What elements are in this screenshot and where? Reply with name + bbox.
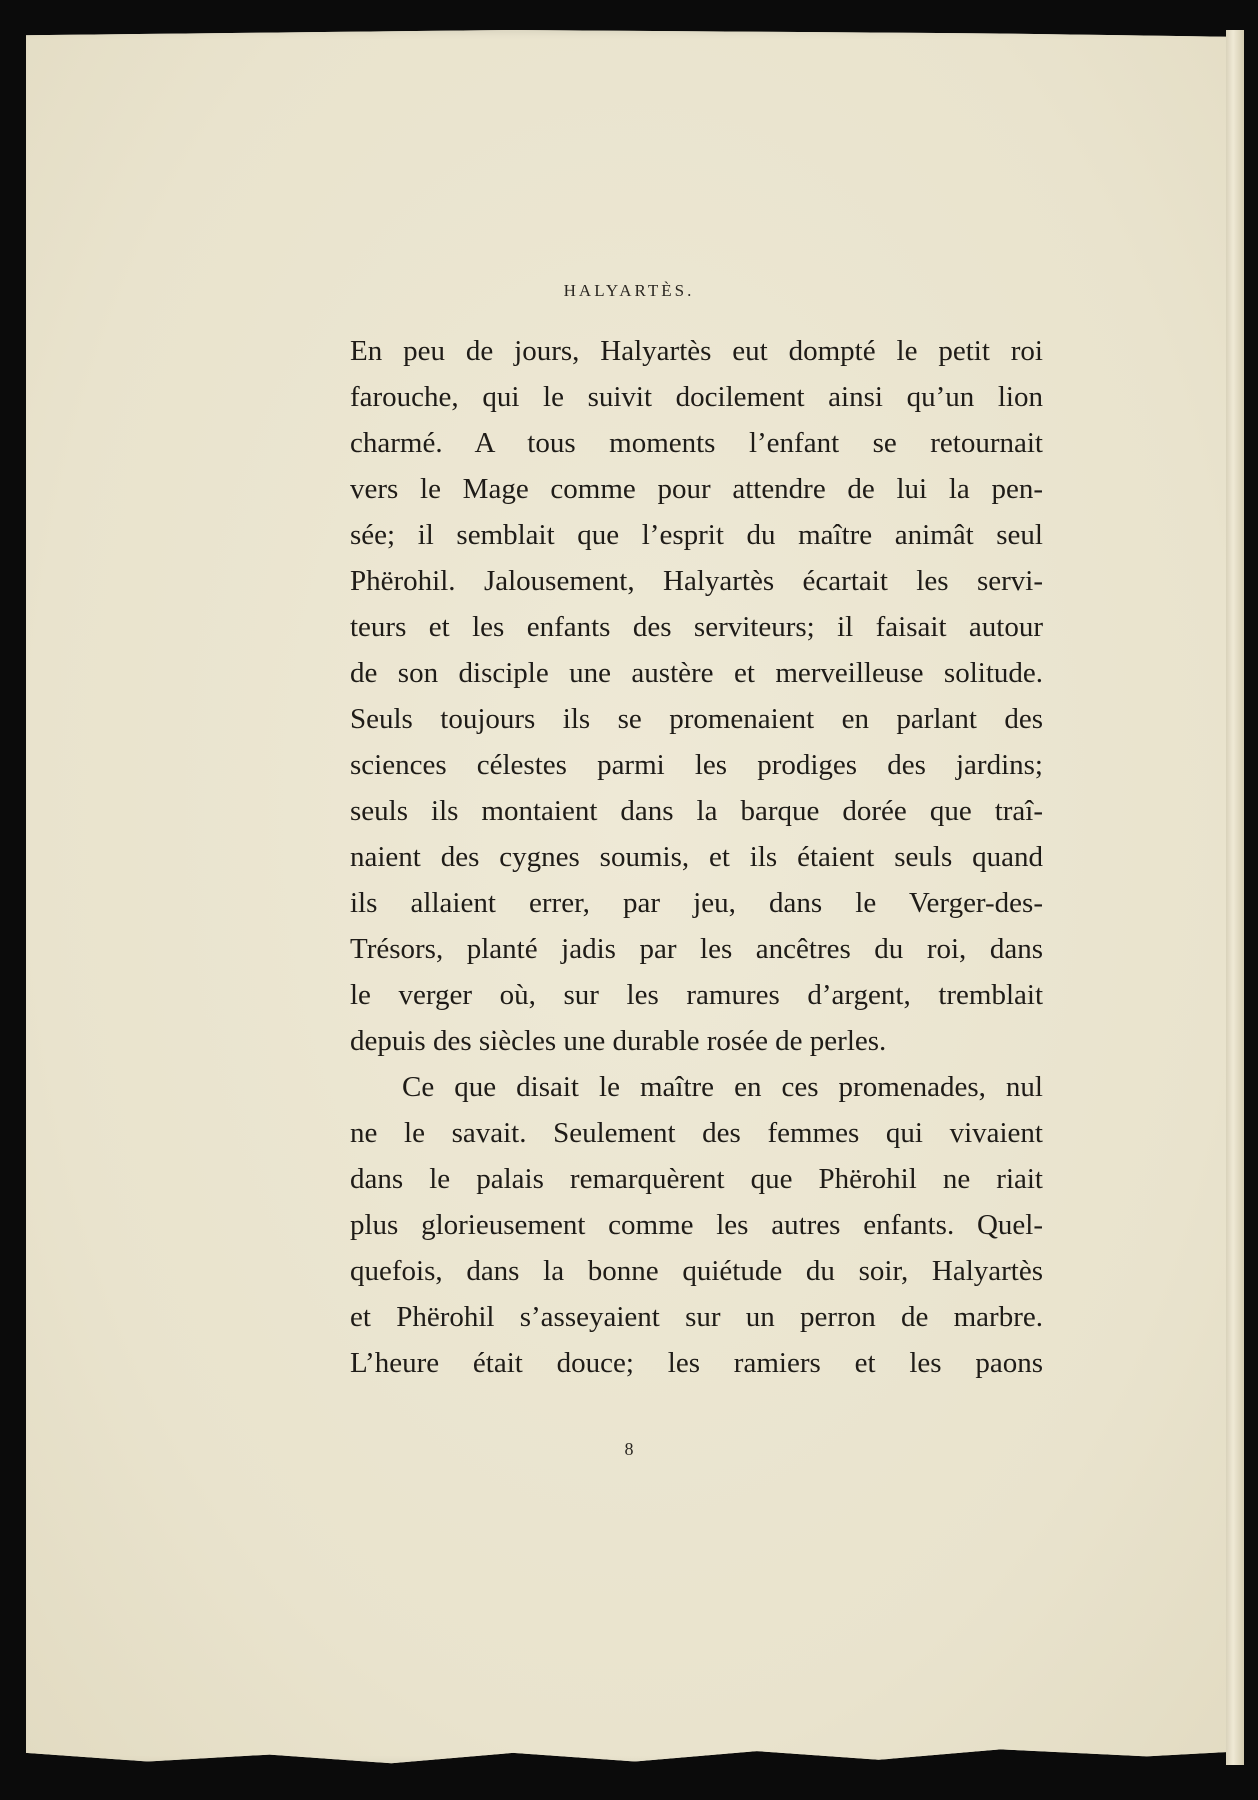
text-line: plus glorieusement comme les autres enfants. Quel- xyxy=(350,1209,1043,1241)
paragraph-2 xyxy=(350,1064,1043,1386)
text-line: de son disciple une austère et merveilleuse solitude. xyxy=(350,657,1043,689)
text-line: vers le Mage comme pour attendre de lui la pen- xyxy=(350,473,1043,505)
text-line: Ce que disait le maître en ces promenades, nul xyxy=(402,1071,1043,1103)
text-line: teurs et les enfants des serviteurs; il faisait autour xyxy=(350,611,1043,643)
text-line: quefois, dans la bonne quiétude du soir, Halyartès xyxy=(350,1255,1043,1287)
paragraph-1 xyxy=(350,328,1043,1064)
text-line: ils allaient errer, par jeu, dans le Verger-des- xyxy=(350,887,1043,919)
text-line: Trésors, planté jadis par les ancêtres du roi, dans xyxy=(350,933,1043,965)
text-line: naient des cygnes soumis, et ils étaient seuls quand xyxy=(350,841,1043,873)
running-head: HALYARTÈS. xyxy=(563,281,695,300)
text-line: depuis des siècles une durable rosée de perles. xyxy=(350,1025,887,1057)
text-line: charmé. A tous moments l’enfant se retournait xyxy=(350,427,1043,459)
text-line: sciences célestes parmi les prodiges des jardins; xyxy=(350,749,1043,781)
text-line: L’heure était douce; les ramiers et les paons xyxy=(350,1347,1043,1379)
text-line: Phërohil. Jalousement, Halyartès écartait les servi- xyxy=(350,565,1043,597)
text-line: dans le palais remarquèrent que Phërohil ne riait xyxy=(350,1163,1043,1195)
text-line: et Phërohil s’asseyaient sur un perron de marbre. xyxy=(350,1301,1043,1333)
body-text xyxy=(350,328,1043,1386)
text-line: le verger où, sur les ramures d’argent, tremblait xyxy=(350,979,1043,1011)
text-line: farouche, qui le suivit docilement ainsi qu’un lion xyxy=(350,381,1043,413)
text-line: sée; il semblait que l’esprit du maître animât seul xyxy=(350,519,1043,551)
text-line: En peu de jours, Halyartès eut dompté le petit roi xyxy=(350,335,1043,367)
text-line: Seuls toujours ils se promenaient en parlant des xyxy=(350,703,1043,735)
text-line: seuls ils montaient dans la barque dorée que traî- xyxy=(350,795,1043,827)
text-line: ne le savait. Seulement des femmes qui vivaient xyxy=(350,1117,1043,1149)
page-number: 8 xyxy=(624,1439,634,1459)
